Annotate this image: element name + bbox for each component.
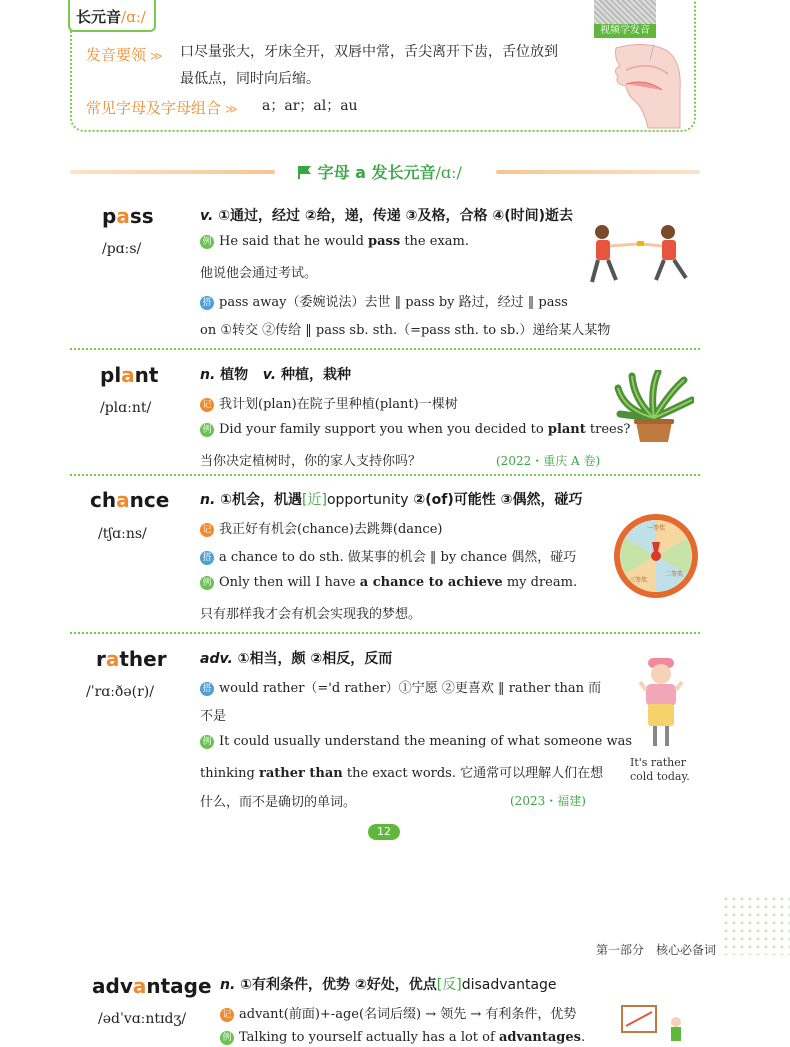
part-of-speech: v. bbox=[200, 208, 214, 224]
translation-line: 只有那样我才会有机会实现我的梦想。 bbox=[200, 607, 422, 622]
definition-text: ①通过，经过 ②给，递，传递 ③及格，合格 ④(时间)逝去 bbox=[218, 208, 574, 224]
phonetic-plant: /plɑːnt/ bbox=[100, 400, 152, 416]
memory-line bbox=[200, 393, 458, 412]
synonym-word: opportunity bbox=[326, 492, 409, 508]
line-text: a chance to do sth. 做某事的机会 ‖ by chance 偶然，碰巧 bbox=[219, 550, 577, 565]
line-text: Only then will I have bbox=[219, 575, 360, 590]
line-text: would rather（='d rather）①宁愿 ②更喜欢 ‖ rather than 而 bbox=[219, 681, 602, 696]
definition-text: ①机会，机遇 bbox=[220, 492, 303, 508]
prize-wheel-illustration bbox=[612, 512, 700, 600]
mouth-diagram-icon bbox=[606, 40, 686, 130]
memory-line bbox=[200, 518, 442, 537]
headword-plant bbox=[100, 363, 158, 387]
memory-badge-icon: 记 bbox=[220, 1008, 234, 1022]
headword-part: adv bbox=[92, 974, 133, 998]
page-number: 12 bbox=[368, 824, 400, 840]
definition-chance bbox=[200, 489, 583, 509]
antonym-word: disadvantage bbox=[461, 977, 557, 993]
antonym-tag: [反] bbox=[436, 977, 462, 993]
pron-label-row bbox=[86, 44, 161, 65]
definition-text: ①有利条件，优势 ②好处，优点 bbox=[240, 977, 437, 993]
line-bold: plant bbox=[547, 422, 586, 437]
line-text: 我正好有机会(chance)去跳舞(dance) bbox=[219, 522, 443, 537]
entry-divider bbox=[70, 348, 700, 350]
headword-part: nce bbox=[129, 488, 170, 512]
source-tag: (2023・福建) bbox=[510, 794, 586, 808]
line-text: 我计划(plan)在院子里种植(plant)一棵树 bbox=[219, 397, 458, 412]
translation-line: 他说他会通过考试。 bbox=[200, 266, 318, 281]
headword-vowel: a bbox=[121, 363, 135, 387]
example-line bbox=[200, 422, 630, 437]
translation-line: 什么，而不是确切的单词。 bbox=[200, 795, 357, 810]
headword-part: ntage bbox=[146, 974, 212, 998]
example-badge-icon: 例 bbox=[200, 423, 214, 437]
headword-part: p bbox=[102, 204, 117, 228]
example-badge-icon: 例 bbox=[200, 735, 214, 749]
letters-text: a；ar；al；au bbox=[262, 98, 358, 114]
collocation-line bbox=[200, 546, 576, 565]
headword-vowel: a bbox=[105, 647, 120, 671]
illustration-caption bbox=[630, 756, 690, 784]
section-line-right bbox=[496, 170, 700, 174]
collocation-badge-icon: 搭 bbox=[200, 682, 214, 696]
section-title bbox=[296, 160, 462, 183]
part-of-speech: n. bbox=[200, 367, 216, 383]
phonetic-rather: /ˈrɑːðə(r)/ bbox=[86, 684, 154, 700]
headword-vowel: a bbox=[132, 974, 147, 998]
headword-part: ther bbox=[119, 647, 167, 671]
decor-dots bbox=[722, 895, 790, 955]
example-line-cont bbox=[200, 762, 603, 781]
example-badge-icon: 例 bbox=[200, 235, 214, 249]
line-text: . bbox=[581, 1030, 586, 1045]
arrow-icon: ≫ bbox=[225, 102, 236, 116]
line-text: my dream. bbox=[502, 575, 578, 590]
line-text: Did your family support you when you decided to bbox=[219, 422, 548, 437]
definition-text: 植物 bbox=[220, 367, 249, 383]
wheel-label: 二等奖 bbox=[664, 571, 684, 578]
potted-plant-illustration bbox=[614, 370, 694, 446]
vowel-tag bbox=[68, 0, 156, 32]
example-line bbox=[200, 734, 632, 749]
headword-part: nt bbox=[134, 363, 159, 387]
headword-part: ch bbox=[90, 488, 117, 512]
video-label[interactable]: 视频学发音 bbox=[594, 24, 656, 38]
caption-line: It's rather bbox=[630, 756, 687, 769]
collocation-line bbox=[200, 291, 568, 310]
passing-runners-illustration bbox=[580, 222, 700, 292]
example-badge-icon: 例 bbox=[220, 1031, 234, 1045]
part-of-speech: v. bbox=[262, 367, 277, 383]
collocation-line-cont: 不是 bbox=[200, 709, 227, 724]
part-label: 第一部分 核心必备词 bbox=[596, 943, 717, 957]
definition-text: ①相当，颇 ②相反，反而 bbox=[237, 651, 393, 667]
line-text: thinking bbox=[200, 766, 259, 781]
definition-advantage bbox=[220, 974, 557, 994]
source-tag: (2022・重庆 A 卷) bbox=[496, 454, 601, 468]
line-text: pass away（委婉说法）去世 ‖ pass by 路过，经过 ‖ pass bbox=[219, 295, 568, 310]
line-text: He said that he would bbox=[219, 234, 369, 249]
line-bold: a chance to achieve bbox=[359, 575, 503, 590]
line-text: the exam. bbox=[400, 234, 469, 249]
headword-rather bbox=[96, 647, 167, 671]
line-bold: rather than bbox=[259, 766, 343, 781]
phonetic-chance: /tʃɑːns/ bbox=[98, 526, 147, 542]
wheel-label: 三等奖 bbox=[628, 577, 648, 584]
part-of-speech: n. bbox=[220, 977, 236, 993]
synonym-tag: [近] bbox=[302, 492, 327, 508]
example-line bbox=[200, 575, 577, 590]
section-line-left bbox=[70, 170, 275, 174]
headword-advantage bbox=[92, 974, 212, 998]
line-text: It could usually understand the meaning of what someone was bbox=[219, 734, 633, 749]
definition-text: ②(of)可能性 ③偶然，碰巧 bbox=[413, 492, 583, 508]
letters-label-row bbox=[86, 97, 236, 118]
memory-badge-icon: 记 bbox=[200, 523, 214, 537]
definition-pass bbox=[200, 205, 573, 225]
translation-line: 当你决定植树时，你的家人支持你吗？ bbox=[200, 454, 422, 469]
definition-text: 种植，栽种 bbox=[280, 367, 351, 383]
headword-pass bbox=[102, 204, 154, 228]
part-of-speech: n. bbox=[200, 492, 216, 508]
phonetic-advantage: /ədˈvɑːntɪdʒ/ bbox=[98, 1011, 187, 1027]
line-text: the exact words. 它通常可以理解人们在想 bbox=[342, 766, 604, 781]
collocation-line-cont: on ①转交 ②传给 ‖ pass sb. sth.（=pass sth. to sb.）递给某人某物 bbox=[200, 323, 611, 338]
line-text: Talking to yourself actually has a lot of bbox=[239, 1030, 499, 1045]
flag-icon bbox=[296, 164, 312, 180]
memory-line bbox=[220, 1003, 576, 1022]
pron-text-1: 口尽量张大，牙床全开，双唇中常，舌尖离开下齿，舌位放到 bbox=[180, 44, 558, 60]
section-title-text: 字母 a 发长元音 bbox=[317, 163, 436, 182]
example-line bbox=[220, 1030, 585, 1045]
example-badge-icon: 例 bbox=[200, 576, 214, 590]
line-bold: advantages bbox=[498, 1030, 581, 1045]
caption-line: cold today. bbox=[630, 770, 690, 783]
collocation-badge-icon: 搭 bbox=[200, 551, 214, 565]
cold-girl-illustration bbox=[636, 656, 686, 752]
vowel-tag-label: 长元音 bbox=[76, 8, 122, 26]
line-bold: pass bbox=[368, 234, 401, 249]
phonetic-pass: /pɑːs/ bbox=[102, 241, 142, 257]
headword-part: ss bbox=[129, 204, 154, 228]
definition-rather bbox=[200, 648, 392, 668]
wheel-label: 一等奖 bbox=[646, 525, 666, 532]
pron-label: 发音要领 bbox=[86, 46, 147, 64]
line-text: advant(前面)+-age(名词后缀) → 领先 → 有利条件，优势 bbox=[239, 1007, 577, 1022]
letters-label: 常见字母及字母组合 bbox=[86, 99, 222, 117]
vowel-tag-ipa: /ɑː/ bbox=[121, 8, 146, 26]
collocation-line bbox=[200, 677, 601, 696]
headword-vowel: a bbox=[116, 204, 130, 228]
line-text: trees? bbox=[585, 422, 631, 437]
part-of-speech: adv. bbox=[200, 651, 233, 667]
headword-part: pl bbox=[100, 363, 122, 387]
example-line bbox=[200, 234, 469, 249]
advantage-illustration bbox=[620, 1000, 690, 1047]
collocation-badge-icon: 搭 bbox=[200, 296, 214, 310]
headword-vowel: a bbox=[116, 488, 130, 512]
headword-chance bbox=[90, 488, 169, 512]
arrow-icon: ≫ bbox=[150, 49, 161, 63]
headword-part: r bbox=[96, 647, 106, 671]
memory-badge-icon: 记 bbox=[200, 398, 214, 412]
definition-plant bbox=[200, 364, 351, 384]
entry-divider bbox=[70, 632, 700, 634]
pron-text-2: 最低点，同时向后缩。 bbox=[180, 71, 320, 87]
entry-divider bbox=[70, 474, 700, 476]
section-title-ipa: /ɑː/ bbox=[435, 163, 462, 182]
qr-code[interactable] bbox=[594, 0, 656, 24]
